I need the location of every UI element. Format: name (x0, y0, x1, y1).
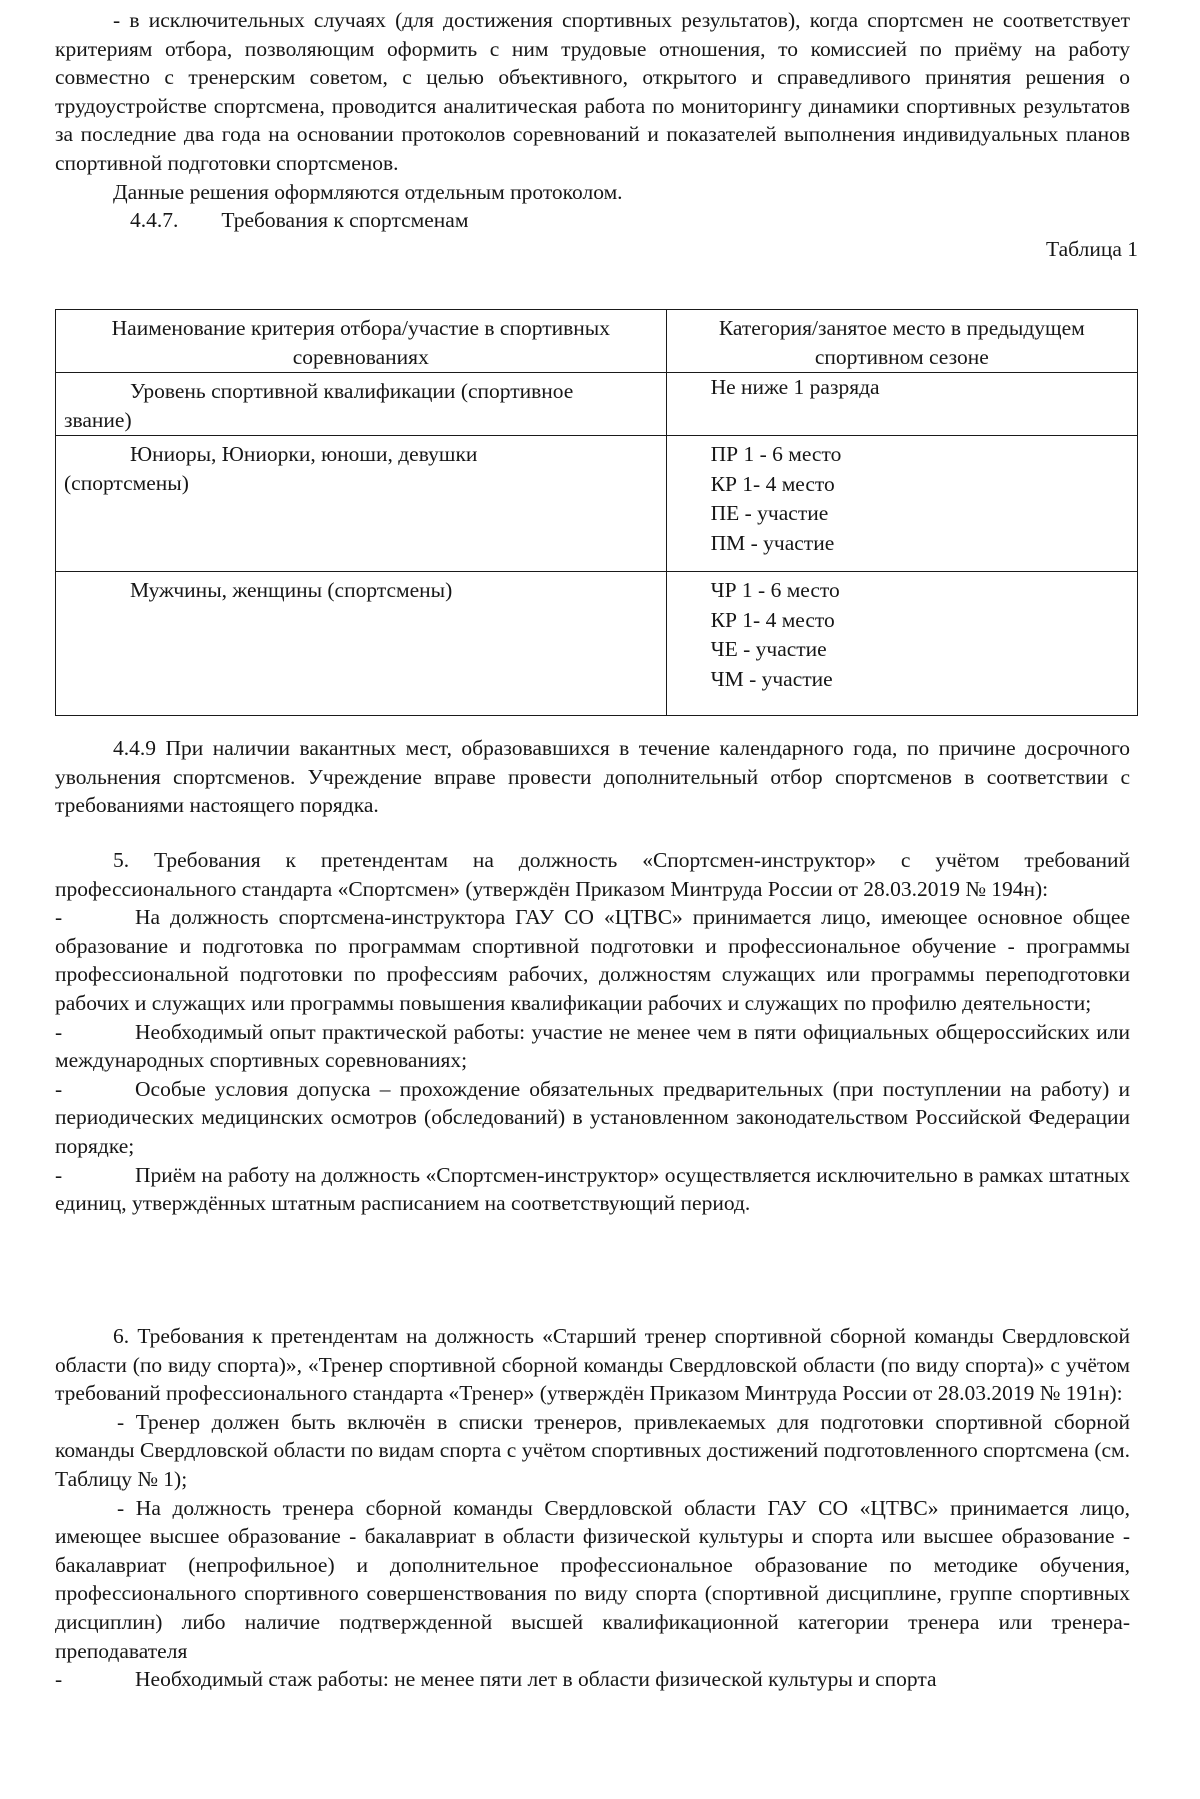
section6-intro: 6. Требования к претендентам на должность «Старший тренер спортивной сборной команды Свердловской области (по виду спорта)», «Тренер спортивной сборной команды Свердловской области (по виду спорта)» с учётом требований профессионального стандарта «Тренер» (утверждён Приказом Минтруда России от 28.03.2019 № 191н): (55, 1324, 1130, 1406)
dash-mark: - (55, 1019, 63, 1044)
intro-block (55, 6, 1138, 263)
value-line: ПР 1 - 6 место (710, 442, 842, 466)
value-line: Не ниже 1 разряда (710, 375, 880, 399)
table-cell-criterion (56, 373, 667, 436)
table-cell-criterion (56, 572, 667, 716)
section5 (55, 846, 1130, 1218)
table-cell-criterion (56, 436, 667, 572)
intro-paragraph: - в исключительных случаях (для достижения спортивных результатов), когда спортсмен не соответствует критериям отбора, позволяющим оформить с ним трудовые отношения, то комиссией по приёму на работу совместно с тренерским советом, с целью объективного, открытого и справедливого принятия решения о трудоустройстве спортсмена, проводится аналитическая работа по мониторингу динамики спортивных результатов за последние два года на основании протоколов соревнований и показателей выполнения индивидуальных планов спортивной подготовки спортсменов. (55, 8, 1130, 175)
value-line: КР 1- 4 место (710, 607, 835, 632)
value-line: ЧЕ - участие (710, 637, 827, 661)
dash-mark: - (55, 1162, 63, 1187)
item-text: Необходимый стаж работы: не менее пяти лет в области физической культуры и спорта (135, 1667, 937, 1692)
value-line: КР 1- 4 место (710, 471, 835, 496)
table-header-row (56, 310, 1138, 373)
table-row (56, 436, 1138, 572)
table-cell-values (666, 373, 1137, 436)
vacancy-block (55, 734, 1130, 820)
dash-mark: - (55, 905, 63, 930)
section5-item (55, 1161, 1130, 1218)
section6-item: - Тренер должен быть включён в списки тренеров, привлекаемых для подготовки спортивной сборной команды Свердловской области по видам спорта с учётом спортивных достижений подготовленного спортсмена (см. Таблицу № 1); (55, 1409, 1130, 1491)
section6-item (55, 1665, 1130, 1694)
value-line: ЧР 1 - 6 место (710, 578, 840, 602)
criterion-text: Уровень спортивной квалификации (спортивное (130, 379, 574, 403)
table-row (56, 572, 1138, 716)
item-text: На должность спортсмена-инструктора ГАУ СО «ЦТВС» принимается лицо, имеющее основное общее образование и подготовка по программам спортивной подготовки и профессиональное обучение - программы профессиональной подготовки по профессиям рабочих, должностям служащих или программы переподготовки рабочих и служащих или программы повышения квалификации рабочих и служащих по профилю деятельности; (55, 905, 1130, 1015)
table-header-category: Категория/занятое место в предыдущем спортивном сезоне (666, 310, 1137, 373)
section-heading (55, 206, 1130, 235)
vacancy-paragraph: 4.4.9 При наличии вакантных мест, образовавшихся в течение календарного года, по причине досрочного увольнения спортсменов. Учреждение вправе провести дополнительный отбор спортсменов в соответствии с требованиями настоящего порядка. (55, 736, 1130, 818)
table-header-criterion: Наименование критерия отбора/участие в спортивных соревнованиях (56, 310, 667, 373)
table-cell-values (666, 436, 1137, 572)
item-text: Приём на работу на должность «Спортсмен-инструктор» осуществляется исключительно в рамках штатных единиц, утверждённых штатным расписанием на соответствующий период. (55, 1162, 1130, 1216)
section5-intro: 5. Требования к претендентам на должность «Спортсмен-инструктор» с учётом требований профессионального стандарта «Спортсмен» (утверждён Приказом Минтруда России от 28.03.2019 № 194н): (55, 848, 1130, 901)
decision-note: Данные решения оформляются отдельным протоколом. (113, 179, 623, 204)
section5-item (55, 1018, 1130, 1075)
section5-item (55, 1075, 1130, 1161)
value-line: ЧМ - участие (710, 666, 833, 691)
criterion-text-cont: звание) (64, 408, 132, 432)
section6 (55, 1322, 1130, 1694)
dash-mark: - (55, 1076, 63, 1101)
section5-item (55, 903, 1130, 1017)
table-cell-values (666, 572, 1137, 716)
section6-item: - На должность тренера сборной команды Свердловской области ГАУ СО «ЦТВС» принимается лицо, имеющее высшее образование - бакалавриат в области физической культуры и спорта или высшее образование - бакалавриат (непрофильное) и дополнительное профессиональное образование по методике обучения, профессионального спортивного совершенствования по виду спорта (спортивной дисциплине, группе спортивных дисциплин) либо наличие подтвержденной высшей квалификационной категории тренера или тренера-преподавателя (55, 1495, 1130, 1663)
criterion-text: Юниоры, Юниорки, юноши, девушки (130, 442, 478, 466)
section-title: Требования к спортсменам (221, 208, 469, 233)
value-line: ПЕ - участие (710, 501, 829, 525)
table-row (56, 373, 1138, 436)
table-caption: Таблица 1 (1046, 236, 1138, 261)
value-line: ПМ - участие (710, 530, 835, 555)
criterion-text-cont: (спортсмены) (64, 471, 189, 495)
section-number: 4.4.7. (130, 208, 179, 233)
dash-mark: - (55, 1667, 63, 1692)
criterion-text: Мужчины, женщины (спортсмены) (130, 578, 453, 602)
requirements-table (55, 309, 1138, 716)
item-text: Особые условия допуска – прохождение обязательных предварительных (при поступлении на работу) и периодических медицинских осмотров (обследований) в установленном законодательством Российской Федерации порядке; (55, 1076, 1130, 1158)
item-text: Необходимый опыт практической работы: участие не менее чем в пяти официальных общероссийских или международных спортивных соревнованиях; (55, 1019, 1130, 1073)
